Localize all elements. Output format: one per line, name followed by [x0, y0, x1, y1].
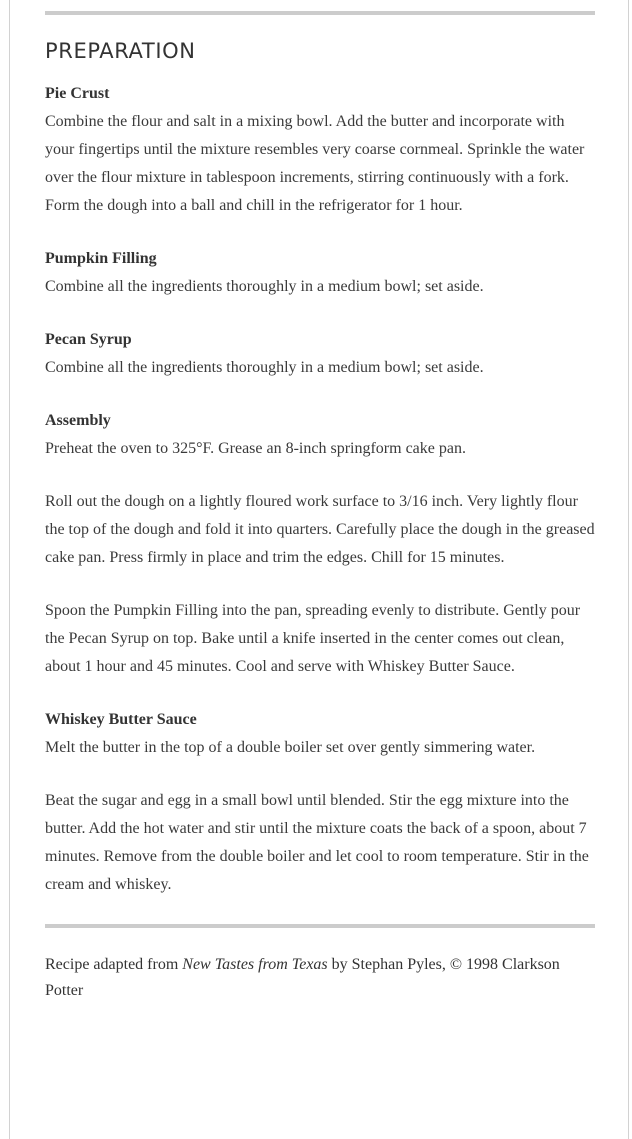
- step-title: Pecan Syrup: [45, 331, 132, 348]
- step-paragraph: Combine all the ingredients thoroughly in a medium bowl; set aside.: [45, 359, 484, 376]
- step-group-pumpkin-filling: [45, 245, 595, 301]
- step-title: Pumpkin Filling: [45, 250, 157, 267]
- credit-suffix: by Stephan Pyles, © 1998 Clarkson Potter: [45, 956, 560, 999]
- step-group-assembly: [45, 407, 595, 681]
- recipe-credit: [45, 952, 595, 1004]
- step-paragraph: Combine the flour and salt in a mixing bowl. Add the butter and incorporate with your fingertips until the mixture resembles very coarse cornmeal. Sprinkle the water over the flour mixture in tablespoon increments, stirring continuously with a fork. Form the dough into a ball and chill in the refrigerator for 1 hour.: [45, 113, 585, 214]
- top-divider: [45, 11, 595, 15]
- recipe-preparation: [45, 0, 595, 1004]
- preparation-heading: PREPARATION: [45, 39, 196, 63]
- step-paragraph: Combine all the ingredients thoroughly in a medium bowl; set aside.: [45, 278, 484, 295]
- preparation-steps: [45, 80, 595, 899]
- step-group-pie-crust: [45, 80, 595, 220]
- step-title: Pie Crust: [45, 85, 110, 102]
- step-paragraph: Spoon the Pumpkin Filling into the pan, spreading evenly to distribute. Gently pour the Pecan Syrup on top. Bake until a knife inserted in the center comes out clean, about 1 hour and 45 minutes. Cool and serve with Whiskey Butter Sauce.: [45, 602, 581, 675]
- step-group-pecan-syrup: [45, 326, 595, 382]
- bottom-divider: [45, 924, 595, 928]
- step-paragraph: Beat the sugar and egg in a small bowl until blended. Stir the egg mixture into the butter. Add the hot water and stir until the mixture coats the back of a spoon, about 7 minutes. Remove from the double boiler and let cool to room temperature. Stir in the cream and whiskey.: [45, 792, 589, 893]
- step-title: Assembly: [45, 412, 111, 429]
- step-paragraph: Roll out the dough on a lightly floured work surface to 3/16 inch. Very lightly flour the top of the dough and fold it into quarters. Carefully place the dough in the greased cake pan. Press firmly in place and trim the edges. Chill for 15 minutes.: [45, 493, 595, 566]
- credit-book-title: New Tastes from Texas: [182, 956, 328, 973]
- step-paragraph: Melt the butter in the top of a double boiler set over gently simmering water.: [45, 739, 536, 756]
- step-group-whiskey-butter-sauce: [45, 706, 595, 899]
- credit-prefix: Recipe adapted from: [45, 956, 183, 973]
- step-title: Whiskey Butter Sauce: [45, 711, 197, 728]
- step-paragraph: Preheat the oven to 325°F. Grease an 8-inch springform cake pan.: [45, 440, 466, 457]
